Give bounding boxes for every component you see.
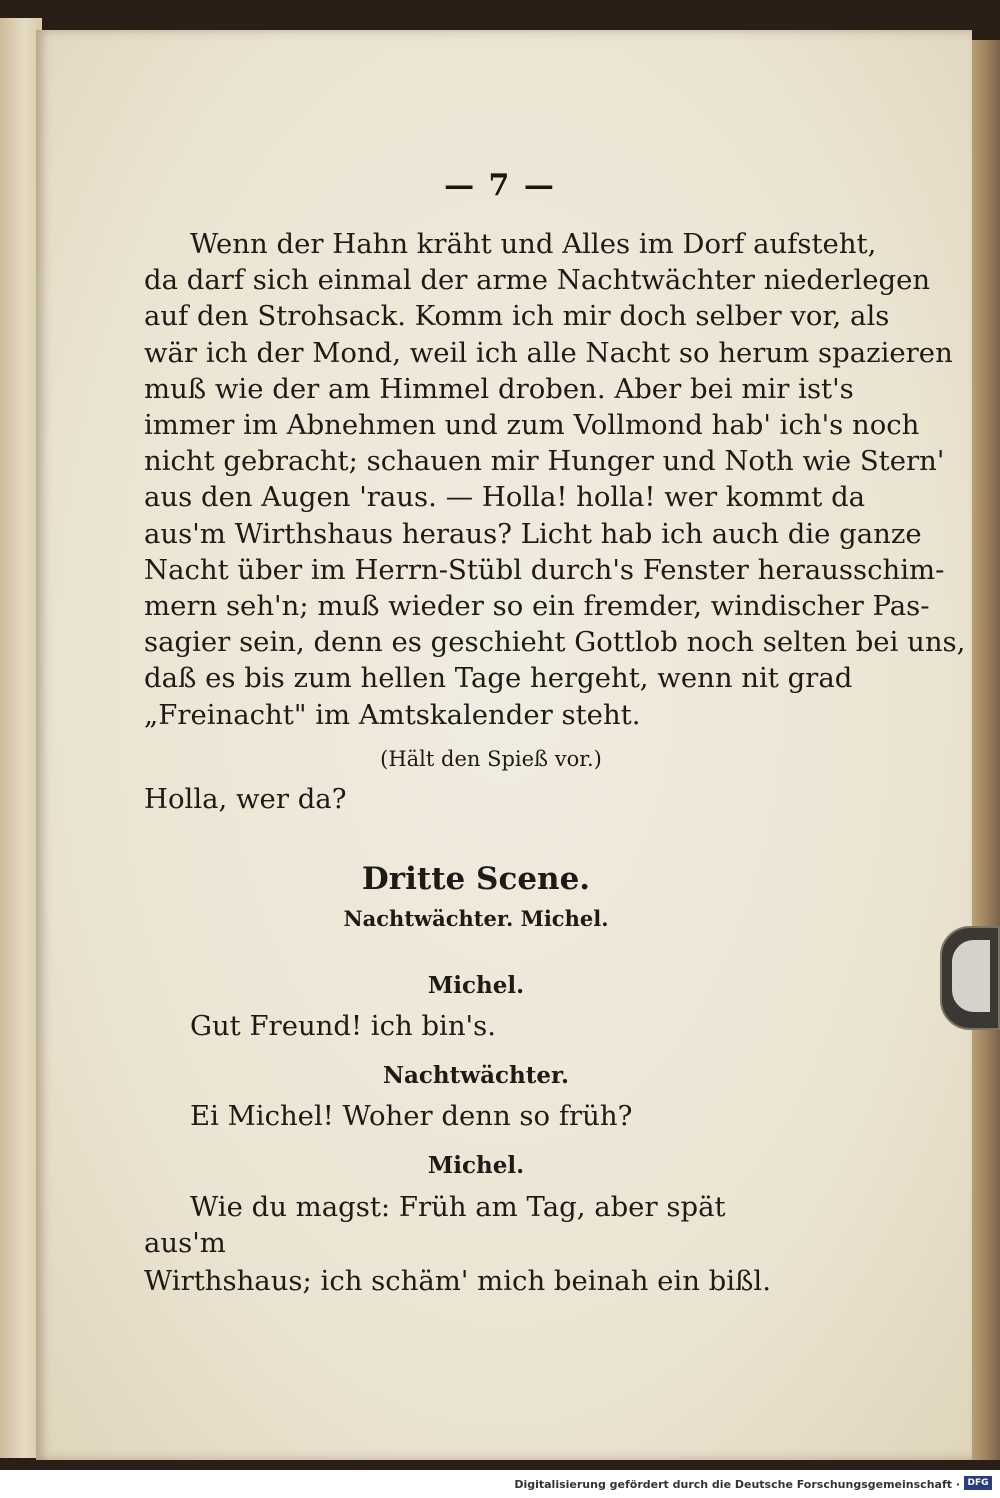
text-line: daß es bis zum hellen Tage hergeht, wenn nit grad <box>144 662 853 695</box>
text-line: sagier sein, denn es geschieht Gottlob noch selten bei uns, <box>144 626 966 659</box>
speaker-label: Michel. <box>427 1152 525 1180</box>
stage-direction: (Hält den Spieß vor.) <box>380 746 602 771</box>
text-line: auf den Strohsack. Komm ich mir doch selber vor, als <box>144 300 890 333</box>
text-block <box>144 226 966 1299</box>
speech-line: Ei Michel! Woher denn so früh? <box>190 1100 633 1133</box>
dfg-logo: DFG <box>964 1476 992 1490</box>
page-number: — 7 — <box>444 168 556 203</box>
speaker-label: Michel. <box>427 971 525 999</box>
text-line: aus den Augen 'raus. — Holla! holla! wer kommt da <box>144 481 866 514</box>
speaker-label: Nachtwächter. <box>383 1062 569 1090</box>
scene-title: Dritte Scene. <box>361 861 591 898</box>
text-line: wär ich der Mond, weil ich alle Nacht so herum spazieren <box>144 336 953 369</box>
text-line: Wenn der Hahn kräht und Alles im Dorf aufsteht, <box>190 228 877 260</box>
text-line: mern seh'n; muß wieder so ein fremder, windischer Pas- <box>144 590 930 623</box>
text-line: da darf sich einmal der arme Nachtwächter niederlegen <box>144 264 931 297</box>
text-line: nicht gebracht; schauen mir Hunger und Noth wie Stern' <box>144 445 945 478</box>
call-line: Holla, wer da? <box>144 783 347 816</box>
clasp-tab-inner <box>952 940 990 1012</box>
text-line: „Freinacht" im Amtskalender steht. <box>144 698 641 731</box>
monologue-paragraph <box>144 226 966 733</box>
text-line: aus'm Wirthshaus heraus? Licht hab ich auch die ganze <box>144 517 922 550</box>
text-line: immer im Abnehmen und zum Vollmond hab' ich's noch <box>144 409 920 442</box>
footer-credit: Digitalisierung gefördert durch die Deutsche Forschungsgemeinschaft · <box>514 1478 960 1491</box>
page-stack-edge <box>968 40 1000 1460</box>
speech-line: Wirthshaus; ich schäm' mich beinah ein bißl. <box>144 1265 771 1298</box>
speech-line: Wie du magst: Früh am Tag, aber spät aus'm <box>144 1190 726 1259</box>
scene-persons: Nachtwächter. Michel. <box>343 906 609 932</box>
text-line: muß wie der am Himmel droben. Aber bei mir ist's <box>144 372 854 405</box>
speech-line: Gut Freund! ich bin's. <box>190 1009 496 1042</box>
text-line: Nacht über im Herrn-Stübl durch's Fenster herausschim- <box>144 553 945 586</box>
